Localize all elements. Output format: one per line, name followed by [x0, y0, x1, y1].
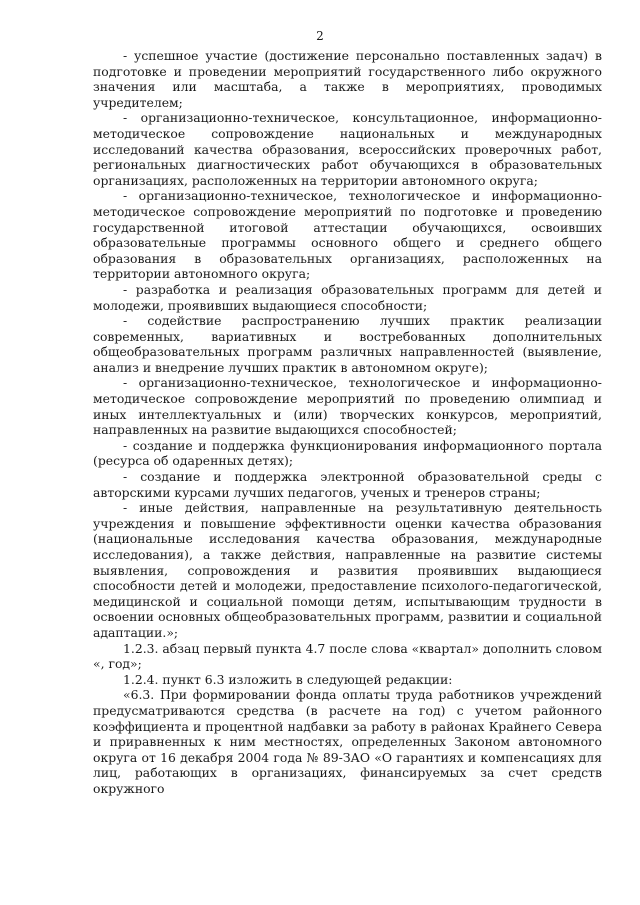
page-number: 2	[316, 29, 324, 43]
paragraph-olympiads-support: - организационно-техническое, технологическое и информационно-методическое сопровождение мероприятий по проведению олимпиад и иных интеллектуальных и (или) творческих конкурсов, мероприятий, направленных на развитие выдающихся способностей;	[93, 375, 602, 438]
paragraph-attestation-support: - организационно-техническое, технологическое и информационно-методическое сопровождение мероприятий по подготовке и проведению государственной итоговой аттестации обучающихся, освоивших образовательные программы основного общего и среднего общего образования в образовательных организациях, расположенных на территории автономного округа;	[93, 188, 602, 282]
paragraph-item-1-2-3: 1.2.3. абзац первый пункта 4.7 после слова «квартал» дополнить словом «, год»;	[93, 640, 602, 672]
paragraph-e-learning-environment: - создание и поддержка электронной образовательной среды с авторскими курсами лучших педагогов, ученых и тренеров страны;	[93, 469, 602, 500]
paragraph-clause-6-3: «6.3. При формировании фонда оплаты труда работников учреждений предусматриваются средства (в расчете на год) с учетом районного коэффициента и процентной надбавки за работу в районах Крайнего Севера и приравненных к ним местностях, определенных Законом автономного округа от 16 декабря 2004 года № 89-ЗАО «О гарантиях и компенсациях для лиц, работающих в организациях, финансируемых за счет средств окружного	[93, 687, 602, 796]
paragraph-other-actions: - иные действия, направленные на результативную деятельность учреждения и повышение эффективности оценки качества образования (национальные исследования качества образования, международные исследования), а также действия, направленные на развитие системы выявления, сопровождения и развития проявивших выдающиеся способности детей и молодежи, предоставление психолого-педагогической, медицинской и социальной помощи детям, испытывающим трудности в освоении основных общеобразовательных программ, развитии и социальной адаптации.»;	[93, 500, 602, 640]
paragraph-best-practices: - содействие распространению лучших практик реализации современных, вариативных и востребованных дополнительных общеобразовательных программ различных направленностей (выявление, анализ и внедрение лучших практик в автономном округе);	[93, 313, 602, 375]
paragraph-quality-research-support: - организационно-техническое, консультационное, информационно-методическое сопровождение национальных и международных исследований качества образования, всероссийских проверочных работ, региональных диагностических работ обучающихся в образовательных организациях, расположенных на территории автономного округа;	[93, 110, 602, 188]
paragraph-gifted-programs: - разработка и реализация образовательных программ для детей и молодежи, проявивших выдающиеся способности;	[93, 281, 602, 313]
paragraph-participation: - успешное участие (достижение персонально поставленных задач) в подготовке и проведении мероприятий государственного либо окружного значения или масштаба, а также в мероприятиях, проводимых учредителем;	[93, 48, 602, 110]
document-body	[93, 48, 602, 797]
paragraph-info-portal: - создание и поддержка функционирования информационного портала (ресурса об одаренных детях);	[93, 437, 602, 469]
paragraph-item-1-2-4: 1.2.4. пункт 6.3 изложить в следующей редакции:	[123, 671, 453, 687]
